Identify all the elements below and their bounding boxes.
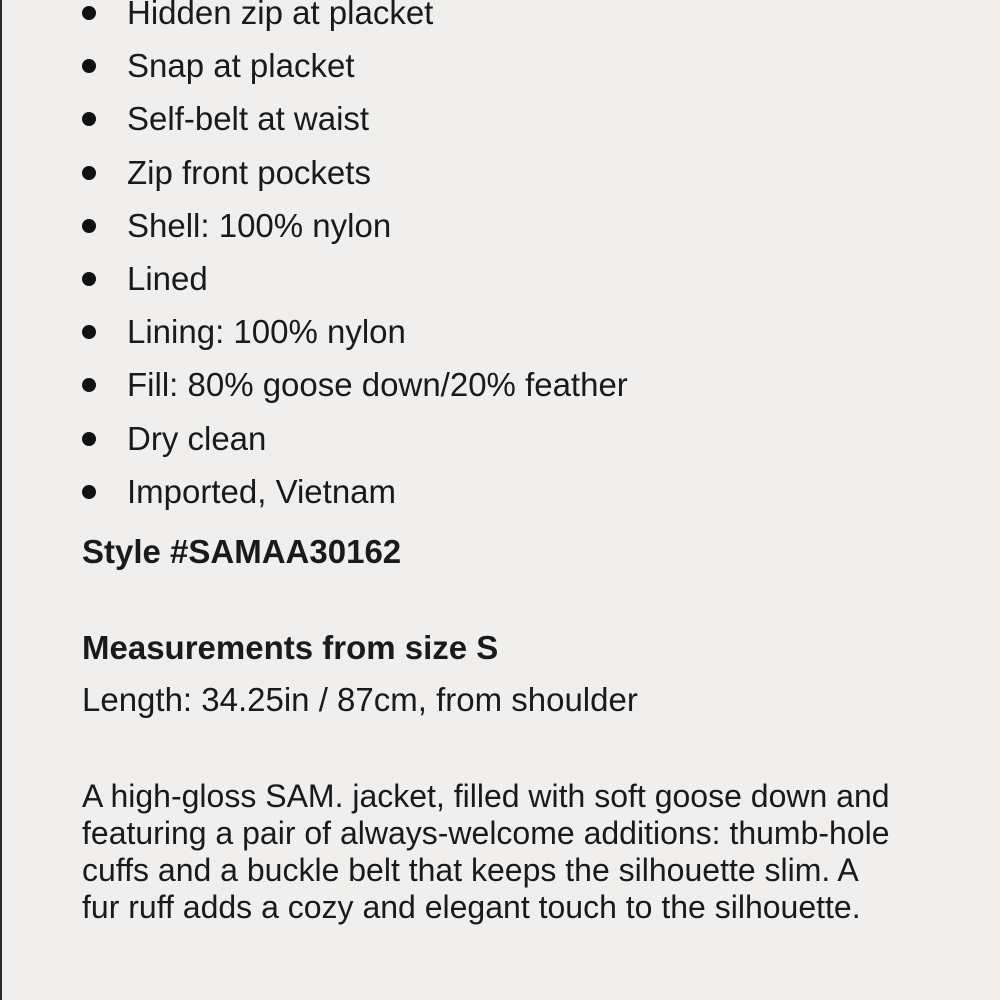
- feature-text: Fill: 80% goose down/20% feather: [127, 366, 628, 404]
- feature-list: [82, 0, 982, 518]
- feature-item: [82, 199, 982, 252]
- product-description: A high-gloss SAM. jacket, filled with soft goose down and featuring a pair of always-welcome additions: thumb-hole cuffs and a buckle belt that keeps the silhouette slim. A fur ruff adds a cozy and elegant touch to the silhouette.: [82, 777, 890, 925]
- measurement-length: Length: 34.25in / 87cm, from shoulder: [82, 680, 638, 718]
- feature-text: Shell: 100% nylon: [127, 206, 392, 244]
- feature-text: Dry clean: [127, 419, 267, 457]
- feature-text: Hidden zip at placket: [127, 0, 434, 31]
- feature-text: Lined: [127, 259, 208, 297]
- bullet-icon: [82, 166, 96, 180]
- bullet-icon: [82, 325, 96, 339]
- measurements-heading: Measurements from size S: [82, 628, 499, 666]
- feature-item: [82, 252, 982, 305]
- feature-text: Imported, Vietnam: [127, 472, 397, 510]
- bullet-icon: [82, 112, 96, 126]
- feature-item: [82, 92, 982, 145]
- product-details: [82, 0, 982, 926]
- bullet-icon: [82, 378, 96, 392]
- bullet-icon: [82, 6, 96, 20]
- feature-text: Zip front pockets: [127, 153, 371, 191]
- feature-text: Self-belt at waist: [127, 100, 370, 138]
- bullet-icon: [82, 219, 96, 233]
- feature-item: [82, 146, 982, 199]
- feature-item: [82, 39, 982, 92]
- feature-item: [82, 0, 982, 39]
- feature-item: [82, 358, 982, 411]
- feature-text: Lining: 100% nylon: [127, 313, 406, 351]
- feature-item: [82, 412, 982, 465]
- feature-item: [82, 305, 982, 358]
- feature-item: [82, 465, 982, 518]
- bullet-icon: [82, 432, 96, 446]
- bullet-icon: [82, 272, 96, 286]
- bullet-icon: [82, 485, 96, 499]
- left-border: [0, 0, 2, 1000]
- style-number: Style #SAMAA30162: [82, 532, 402, 570]
- feature-text: Snap at placket: [127, 47, 355, 85]
- bullet-icon: [82, 59, 96, 73]
